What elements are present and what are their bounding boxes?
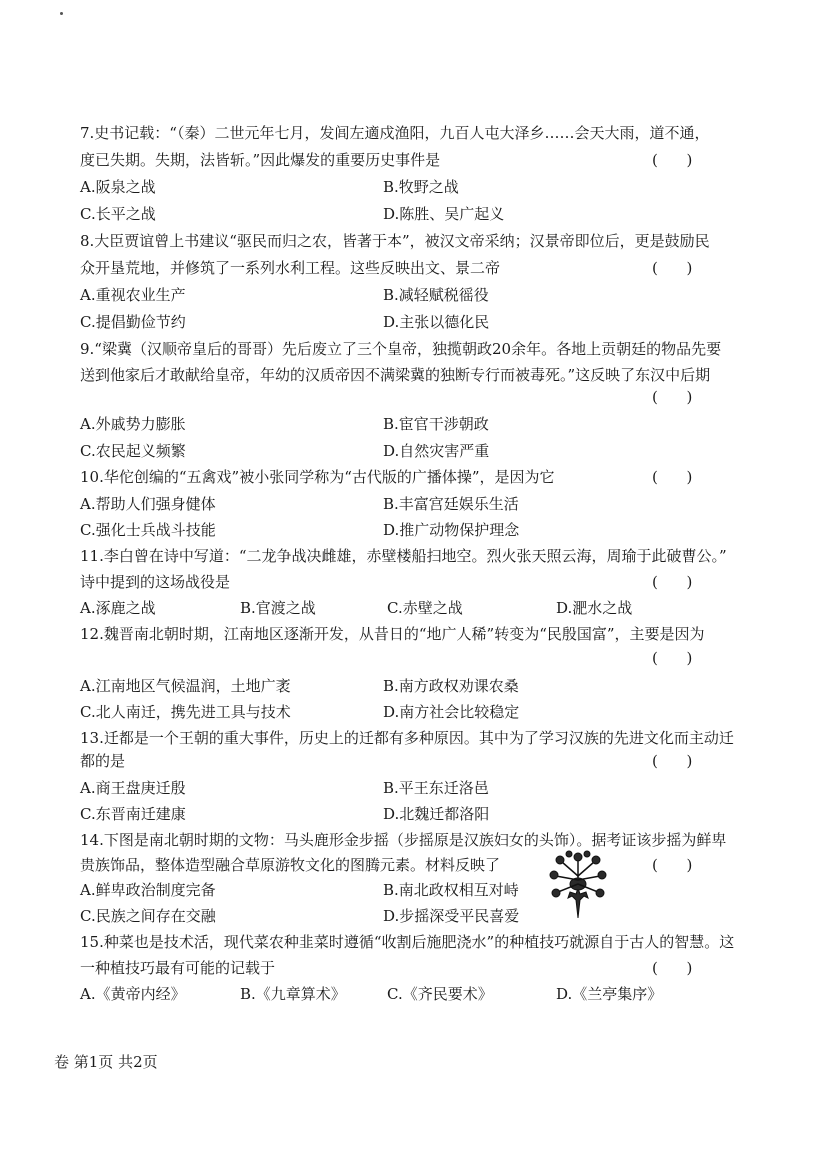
question-15-answer-paren: ( ): [652, 959, 693, 977]
question-13-option-c: C.东晋南迁建康: [80, 805, 186, 823]
question-14-option-a: A.鲜卑政治制度完备: [80, 881, 216, 899]
question-9-option-c: C.农民起义频繁: [80, 442, 186, 460]
question-12-answer-paren: ( ): [652, 649, 693, 667]
question-15-option-d: D.《兰亭集序》: [556, 985, 663, 1003]
question-11-line-2: 诗中提到的这场战役是: [80, 573, 231, 591]
question-7-option-b: B.牧野之战: [383, 178, 459, 196]
question-8-line-2: 众开垦荒地，并修筑了一系列水利工程。这些反映出文、景二帝: [80, 259, 501, 277]
question-8-option-a: A.重视农业生产: [80, 286, 186, 304]
question-14-option-d: D.步摇深受平民喜爱: [383, 907, 520, 925]
question-13-line-2: 都的是: [80, 752, 126, 770]
question-14-line-2: 贵族饰品，整体造型融合草原游牧文化的图腾元素。材料反映了: [80, 856, 501, 874]
question-10-option-b: B.丰富宫廷娱乐生活: [383, 495, 519, 513]
question-7-line-1: 7.史书记载：“（秦）二世元年七月，发闾左適戍渔阳，九百人屯大泽乡……会天大雨，道不通，: [80, 124, 710, 142]
question-7-option-d: D.陈胜、吴广起义: [383, 205, 505, 223]
question-15-option-c: C.《齐民要术》: [387, 985, 493, 1003]
question-12-option-b: B.南方政权劝课农桑: [383, 677, 519, 695]
question-12-option-d: D.南方社会比较稳定: [383, 703, 520, 721]
question-9-answer-paren: ( ): [652, 388, 693, 406]
question-15-option-b: B.《九章算术》: [240, 985, 346, 1003]
gold-buyao-relic-image: [548, 848, 608, 920]
question-9-option-b: B.宦官干涉朝政: [383, 415, 489, 433]
scan-speck: [60, 12, 63, 15]
question-11-option-c: C.赤壁之战: [387, 599, 463, 617]
question-14-option-b: B.南北政权相互对峙: [383, 881, 519, 899]
question-12-option-c: C.北人南迁，携先进工具与技术: [80, 703, 291, 721]
question-13-answer-paren: ( ): [652, 752, 693, 770]
question-14-option-c: C.民族之间存在交融: [80, 907, 216, 925]
question-12-option-a: A.江南地区气候温润，土地广袤: [80, 677, 291, 695]
question-9-line-2: 送到他家后才敢献给皇帝，年幼的汉质帝因不满梁冀的独断专行而被毒死。”这反映了东汉中后期: [80, 366, 711, 384]
question-10-line-1: 10.华佗创编的“五禽戏”被小张同学称为“古代版的广播体操”，是因为它: [80, 468, 555, 486]
question-11-option-b: B.官渡之战: [240, 599, 316, 617]
question-8-option-d: D.主张以德化民: [383, 313, 490, 331]
question-13-line-1: 13.迁都是一个王朝的重大事件，历史上的迁都有多种原因。其中为了学习汉族的先进文化而主动迁: [80, 729, 734, 747]
question-10-option-a: A.帮助人们强身健体: [80, 495, 216, 513]
question-14-line-1: 14.下图是南北朝时期的文物：马头鹿形金步摇（步摇原是汉族妇女的头饰）。据考证该步摇为鲜卑: [80, 831, 727, 849]
question-8-line-1: 8.大臣贾谊曾上书建议“驱民而归之农，皆著于本”，被汉文帝采纳；汉景帝即位后，更是鼓励民: [80, 232, 710, 250]
question-7-option-a: A.阪泉之战: [80, 178, 156, 196]
question-7-answer-paren: ( ): [652, 151, 693, 169]
question-7-line-2: 度已失期。失期，法皆斩。”因此爆发的重要历史事件是: [80, 151, 441, 169]
question-15-line-2: 一种植技巧最有可能的记载于: [80, 959, 276, 977]
question-15-line-1: 15.种菜也是技术活，现代菜农种韭菜时遵循“收割后施肥浇水”的种植技巧就源自于古人的智慧。这: [80, 933, 735, 951]
question-11-option-a: A.涿鹿之战: [80, 599, 156, 617]
question-9-option-d: D.自然灾害严重: [383, 442, 490, 460]
question-9-line-1: 9.“梁冀（汉顺帝皇后的哥哥）先后废立了三个皇帝，独揽朝政20余年。各地上贡朝廷的物品先要: [80, 340, 722, 358]
question-8-answer-paren: ( ): [652, 259, 693, 277]
question-10-option-d: D.推广动物保护理念: [383, 521, 520, 539]
question-10-option-c: C.强化士兵战斗技能: [80, 521, 216, 539]
question-8-option-c: C.提倡勤俭节约: [80, 313, 186, 331]
question-8-option-b: B.减轻赋税徭役: [383, 286, 489, 304]
question-13-option-b: B.平王东迁洛邑: [383, 779, 489, 797]
question-11-option-d: D.淝水之战: [556, 599, 633, 617]
question-11-answer-paren: ( ): [652, 573, 693, 591]
question-12-line-1: 12.魏晋南北朝时期，江南地区逐渐开发，从昔日的“地广人稀”转变为“民殷国富”，主要是因为: [80, 625, 705, 643]
question-7-option-c: C.长平之战: [80, 205, 156, 223]
question-10-answer-paren: ( ): [652, 468, 693, 486]
question-13-option-a: A.商王盘庚迁殷: [80, 779, 186, 797]
question-14-answer-paren: ( ): [652, 856, 693, 874]
question-11-line-1: 11.李白曾在诗中写道：“二龙争战决雌雄，赤壁楼船扫地空。烈火张天照云海，周瑜于此破曹公。”: [80, 547, 727, 565]
question-13-option-d: D.北魏迁都洛阳: [383, 805, 490, 823]
question-15-option-a: A.《黄帝内经》: [80, 985, 186, 1003]
page-footer: 卷 第1页 共2页: [54, 1053, 158, 1071]
question-9-option-a: A.外戚势力膨胀: [80, 415, 186, 433]
